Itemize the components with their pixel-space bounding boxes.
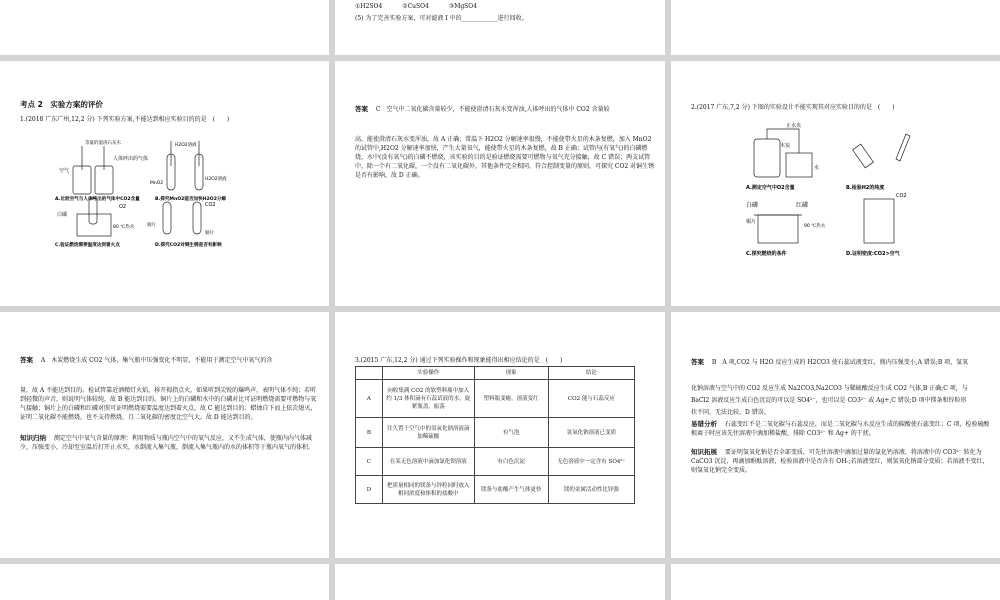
page-top-left xyxy=(0,0,329,55)
label-white-p: 白磷 xyxy=(57,212,68,218)
label-h2o2-b: H2O2溶液 xyxy=(205,177,227,182)
answer-2 xyxy=(20,356,320,365)
page-a3 xyxy=(671,312,1000,558)
cell: 镁的金属活动性比锌强 xyxy=(548,476,634,504)
cell: 把质量相同的镁条与锌粒同时放入相同浓度和体积的盐酸中 xyxy=(382,476,474,504)
q2-apparatus-figure xyxy=(746,119,936,259)
cell: C xyxy=(356,448,383,476)
label-water: 水 xyxy=(814,165,820,171)
tip-2 xyxy=(20,434,320,452)
label-hot: 90 ℃热水 xyxy=(804,224,826,229)
question-3: 3.(2015 广东,12,2 分) 通过下列实验操作和现象能得出相应结论的是 ( ) xyxy=(355,357,563,364)
page-bottom-middle xyxy=(335,564,665,600)
page-bottom-left xyxy=(0,564,329,600)
label-charcoal: 木炭 xyxy=(780,143,791,149)
cell: D xyxy=(356,476,383,504)
header-cell: 现象 xyxy=(474,367,548,380)
caption-c2: C.探究燃烧的条件 xyxy=(746,251,787,257)
tip-label-3: 易错分析 xyxy=(691,420,717,428)
answer-3-line2: 化钠溶液与空气中的 CO2 反应生成 Na2CO3,Na2CO3 与稀硫酸反应生成 CO2 气体,B 正确;C 项，与 xyxy=(691,385,968,392)
answer-2-body: 量，故 A 不能达到目的。检试管靠近酒精灯火焰，移开拇指点火，如果听到尖锐的爆鸣声，表明气体不纯；若听到轻微的声音，则说明气体较纯，故 B 能达到目的。铜片上的白磷和水中的白磷对比可证明燃烧需要可燃物与氧气接触；铜片上的白磷和红磷对照可证明燃烧需要温度达到着火点，故 C 能达到目的；蜡烛自下而上依次熄灭，证明二氧化碳不能燃烧，也不支持燃烧，且二氧化碳的密度比空气大，故 D 能达到目的。 xyxy=(20,387,317,421)
label-water80: 80 ℃热水 xyxy=(113,225,135,230)
cell: 无色溶液中一定含有 SO4²⁻ xyxy=(548,448,634,476)
options-line xyxy=(355,2,655,11)
caption-b2: B.检验H2的纯度 xyxy=(846,185,885,191)
table-row xyxy=(356,418,635,448)
label-clamp: 止水夹 xyxy=(786,123,802,129)
answer-3-text: B A 项,CO2 与 H2O 反应生成的 H2CO3 使石蕊试液变红，瓶内压强变小,A 错误;B 项，氢氧 xyxy=(711,359,969,366)
page-top-right xyxy=(671,0,1000,55)
label-air: 空气 xyxy=(59,168,70,174)
label-cu-b: 铜片 xyxy=(205,231,214,236)
question-2: 2.(2017 广东,7,2 分) 下图的实验设计不能实现其对应实验目的的是 ( ) xyxy=(691,104,895,111)
header-cell xyxy=(356,367,383,380)
tip-3 xyxy=(691,420,991,438)
tip-text-3: 石蕊变红不是二氧化碳与石蕊反应，而是二氧化碳与水反应生成的碳酸使石蕊变红；C 项，检验硫酸根离子时应该先往溶液中滴加稀盐酸，排除 CO3²⁻ 和 Ag+ 的干扰。 xyxy=(691,421,990,437)
page-q1 xyxy=(0,61,329,306)
answer-label-2: 答案 xyxy=(20,356,33,364)
label-white-p2: 白磷 xyxy=(746,202,759,209)
cell: CO2 能与石蕊反应 xyxy=(548,380,634,418)
page-top-middle xyxy=(335,0,665,55)
label-breath: 人体呼出的气体 xyxy=(113,156,149,162)
label-o2: O2 xyxy=(119,204,127,210)
option-2: ②CuSO4 xyxy=(402,3,429,10)
q3-table xyxy=(355,366,635,504)
know-3 xyxy=(691,448,991,475)
label-co2: CO2 xyxy=(205,202,216,208)
table-row xyxy=(356,476,635,504)
cell: 在某无色溶液中滴加氯化钡溶液 xyxy=(382,448,474,476)
table-header xyxy=(356,367,635,380)
cell: B xyxy=(356,418,383,448)
answer-text: C 空气中二氧化碳含量较少，不能使澄清石灰水变浑浊,人体呼出的气体中 CO2 含量较 xyxy=(375,106,610,113)
caption-d2: D.证明密度:CO2>空气 xyxy=(846,251,900,257)
caption-d: D.探究CO2对铜生锈是否有影响 xyxy=(155,243,222,248)
header-cell: 实验操作 xyxy=(382,367,474,380)
tip-label: 知识归纳 xyxy=(20,434,46,442)
caption-c: C.验证燃烧需要温度达到着火点 xyxy=(55,243,120,248)
label-red-p: 红磷 xyxy=(796,202,809,209)
label-cu: 铜片 xyxy=(147,223,156,228)
answer-3 xyxy=(691,358,991,367)
cell: 有气泡 xyxy=(474,418,548,448)
cell: 塑料瓶变瘪，溶液变红 xyxy=(474,380,548,418)
answer-label-3: 答案 xyxy=(691,358,704,366)
caption-b: B.探究MnO2能否加快H2O2分解 xyxy=(155,197,227,202)
answer-1 xyxy=(355,105,655,114)
answer-1-body: 高，能使澄清石灰水变浑浊，故 A 正确；常温下 H2O2 分解速率很慢，不能使带火星的木条复燃，加入 MnO2 的试管中,H2O2 分解速率加快，产生大量氧气，能使带火星的木条复燃，故 B 正确；试管内(有氧气)的白磷燃烧，水中(没有氧气)的白磷不燃烧，该实验的目的是验证燃烧需要可燃物与氧气充分接触，故 C 错误；两支试管中，除一个有二氧化碳，一个没有二氧化碳外，其他条件完全相同，符合控制变量的原则，可探究 CO2 对铜生锈是否有影响，故 D 正确。 xyxy=(355,136,655,179)
label-mno2: MnO2 xyxy=(150,181,164,186)
cell: 往久置于空气中的氢氧化钠溶液滴加稀硫酸 xyxy=(382,418,474,448)
cell: 有白色沉淀 xyxy=(474,448,548,476)
question-5: (5) 为了完善实验方案，可对滤液 I 中的____________进行回收。 xyxy=(355,15,528,22)
page-a1 xyxy=(335,61,665,306)
know-label: 知识拓展 xyxy=(691,448,717,456)
answer-label: 答案 xyxy=(355,105,368,113)
caption-a: A.比较空气与人体呼出的气体中CO2含量 xyxy=(55,197,140,202)
cell: 氢氧化钠溶液已变质 xyxy=(548,418,634,448)
option-1: ①H2SO4 xyxy=(355,3,383,10)
cell: 镁条与盐酸产生气体更快 xyxy=(474,476,548,504)
label-lime: 等量的澄清石灰水 xyxy=(85,141,121,146)
cell: 向收集满 CO2 的软塑料瓶中加入约 1/3 体积滴有石蕊试液的水，旋紧瓶盖，振荡 xyxy=(382,380,474,418)
q1-apparatus-figure xyxy=(55,136,255,251)
label-cu2: 铜片 xyxy=(746,219,757,225)
table-row xyxy=(356,448,635,476)
answer-3-line4: 状不同，无法比较，D 错误。 xyxy=(691,409,770,416)
header-cell: 结论 xyxy=(548,367,634,380)
question-1: 1.(2018 广东广州,12,2 分) 下列实验方案,不能达到相应实验目的的是 ( ) xyxy=(20,116,230,123)
option-3: ③MgSO4 xyxy=(448,3,478,10)
page-q3 xyxy=(335,312,665,558)
page-a2 xyxy=(0,312,329,558)
caption-a2: A.测定空气中O2含量 xyxy=(746,185,795,191)
cell: A xyxy=(356,380,383,418)
tip-text: 测定空气中氧气含量的原理：利用物质与瓶内空气中的氧气反应，又不生成气体，使瓶内内气体减少，压强变小，冷却至室温后打开止水夹，水倒流入集气瓶，倒流入集气瓶内的水的体积等于瓶内氧气的体积。 xyxy=(20,435,315,451)
page-bottom-right xyxy=(671,564,1000,600)
label-h2o2: H2O2溶液 xyxy=(175,143,197,148)
know-text: 要证明氢氧化钠是否全部变质，可先往溶液中滴加过量的氯化钙溶液，将溶液中的 CO3²⁻ 转化为 CaCO3 沉淀，再滴加酚酞溶液，检验溶液中是否含有 OH-;若溶液变红，则氢氧化钠部分变质；若溶液不变红，则氢氧化钠完全变质。 xyxy=(691,449,989,474)
answer-3-line3: BaCl2 溶液反应生成白色沉淀的可以是 SO4²⁻，也可以是 CO3²⁻ 或 Ag+,C 错误;D 项中镁条和锌粒形 xyxy=(691,397,967,404)
label-co2-2: CO2 xyxy=(896,193,907,199)
page-q2 xyxy=(671,61,1000,306)
table-row xyxy=(356,380,635,418)
answer-2-first: A 木炭燃烧生成 CO2 气体，集气瓶中压强变化不明显，不能用于测定空气中氧气的含 xyxy=(40,357,273,364)
section-heading: 考点 2 实验方案的评价 xyxy=(20,100,103,109)
